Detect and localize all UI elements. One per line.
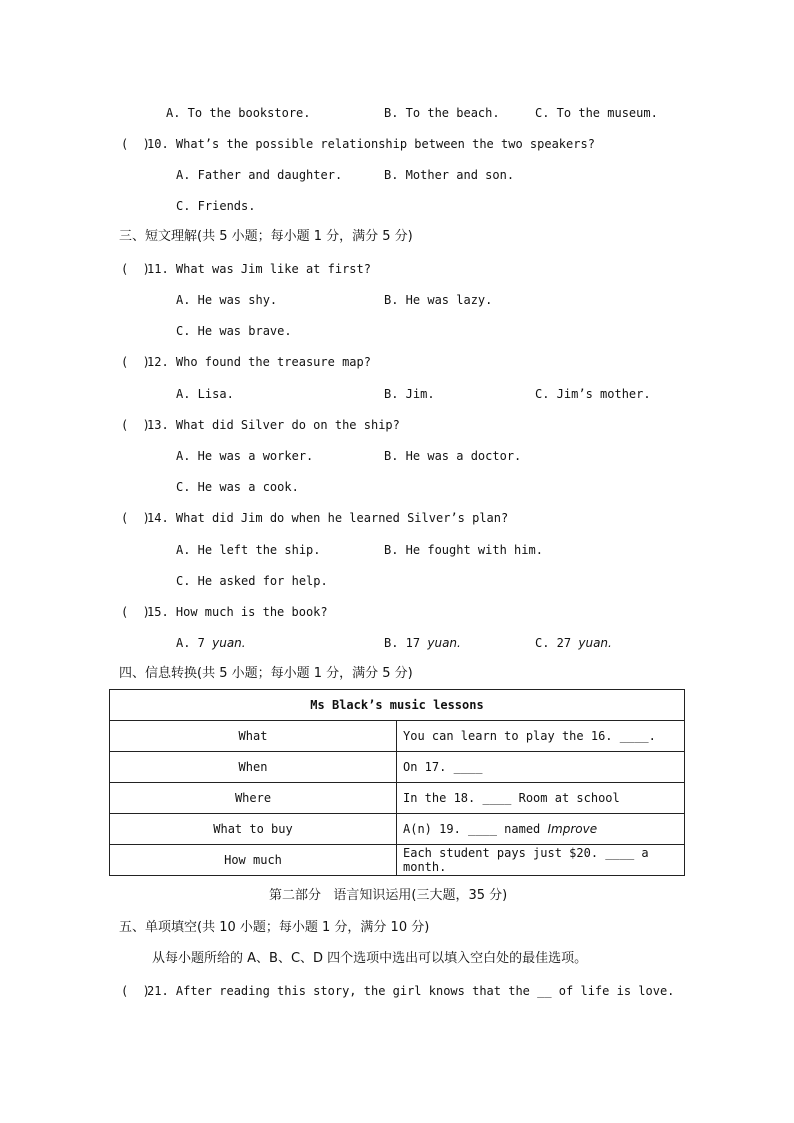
table-row-label: Where xyxy=(110,783,397,814)
q10-answer-bracket[interactable]: ( ) xyxy=(121,137,150,151)
q11-option-b: B. He was lazy. xyxy=(384,293,493,307)
q10-question: 10. What’s the possible relationship between the two speakers? xyxy=(147,137,595,151)
q12-option-a: A. Lisa. xyxy=(176,387,234,401)
q9-option-b: B. To the beach. xyxy=(384,106,500,120)
table-row-value: You can learn to play the 16. ____. xyxy=(397,721,685,752)
q12-answer-bracket[interactable]: ( ) xyxy=(121,355,150,369)
q13-option-b: B. He was a doctor. xyxy=(384,449,522,463)
q10-option-c: C. Friends. xyxy=(176,199,256,213)
table-row xyxy=(110,752,685,783)
section5-heading: 五、单项填空(共 10 小题；每小题 1 分，满分 10 分) xyxy=(119,920,430,935)
q12-option-b: B. Jim. xyxy=(384,387,435,401)
q9-option-a: A. To the bookstore. xyxy=(166,106,311,120)
q12-question: 12. Who found the treasure map? xyxy=(147,355,371,369)
table-row-label: When xyxy=(110,752,397,783)
table-row-value-prefix: A(n) 19. ____ named xyxy=(403,822,548,836)
q13-option-a: A. He was a worker. xyxy=(176,449,314,463)
q21-question: 21. After reading this story, the girl knows that the __ of life is love. xyxy=(147,984,675,998)
table-row-label: How much xyxy=(110,845,397,876)
section4-heading: 四、信息转换(共 5 小题；每小题 1 分，满分 5 分) xyxy=(119,666,413,681)
q15-option-b xyxy=(384,635,461,651)
table-row xyxy=(110,814,685,845)
table-row xyxy=(110,721,685,752)
q21-answer-bracket[interactable]: ( ) xyxy=(121,984,150,998)
music-lessons-table xyxy=(109,689,685,876)
q10-option-b: B. Mother and son. xyxy=(384,168,515,182)
q14-option-b: B. He fought with him. xyxy=(384,543,543,557)
q15-option-a-unit: yuan. xyxy=(212,636,246,650)
q15-option-a-prefix: A. 7 xyxy=(176,636,213,650)
q14-option-a: A. He left the ship. xyxy=(176,543,321,557)
q14-answer-bracket[interactable]: ( ) xyxy=(121,511,150,525)
table-row-label: What xyxy=(110,721,397,752)
table-row-value: Each student pays just $20. ____ a month. xyxy=(397,845,685,876)
q9-option-c: C. To the museum. xyxy=(535,106,658,120)
section5-instruction: 从每小题所给的 A、B、C、D 四个选项中选出可以填入空白处的最佳选项。 xyxy=(152,951,588,966)
part2-heading: 第二部分 语言知识运用(三大题，35 分) xyxy=(269,888,508,903)
section3-heading: 三、短文理解(共 5 小题；每小题 1 分，满分 5 分) xyxy=(119,229,413,244)
table-row-value: On 17. ____ xyxy=(397,752,685,783)
q11-option-c: C. He was brave. xyxy=(176,324,292,338)
q15-question: 15. How much is the book? xyxy=(147,605,328,619)
q10-option-a: A. Father and daughter. xyxy=(176,168,343,182)
q13-option-c: C. He was a cook. xyxy=(176,480,299,494)
table-row-value-italic: Improve xyxy=(547,822,598,836)
table-row-label: What to buy xyxy=(110,814,397,845)
table-title: Ms Black’s music lessons xyxy=(110,690,685,721)
q15-option-b-unit: yuan. xyxy=(427,636,461,650)
q11-question: 11. What was Jim like at first? xyxy=(147,262,371,276)
table-row-value: In the 18. ____ Room at school xyxy=(397,783,685,814)
q15-option-c xyxy=(535,635,612,651)
q15-option-a xyxy=(176,635,246,651)
q11-option-a: A. He was shy. xyxy=(176,293,278,307)
q13-question: 13. What did Silver do on the ship? xyxy=(147,418,400,432)
q12-option-c: C. Jim’s mother. xyxy=(535,387,651,401)
table-title-row xyxy=(110,690,685,721)
q15-option-c-unit: yuan. xyxy=(578,636,612,650)
q14-question: 14. What did Jim do when he learned Silver’s plan? xyxy=(147,511,509,525)
q11-answer-bracket[interactable]: ( ) xyxy=(121,262,150,276)
q14-option-c: C. He asked for help. xyxy=(176,574,328,588)
q15-option-b-prefix: B. 17 xyxy=(384,636,428,650)
table-row xyxy=(110,783,685,814)
table-row xyxy=(110,845,685,876)
q13-answer-bracket[interactable]: ( ) xyxy=(121,418,150,432)
q15-answer-bracket[interactable]: ( ) xyxy=(121,605,150,619)
table-row-value xyxy=(397,814,685,845)
q15-option-c-prefix: C. 27 xyxy=(535,636,579,650)
